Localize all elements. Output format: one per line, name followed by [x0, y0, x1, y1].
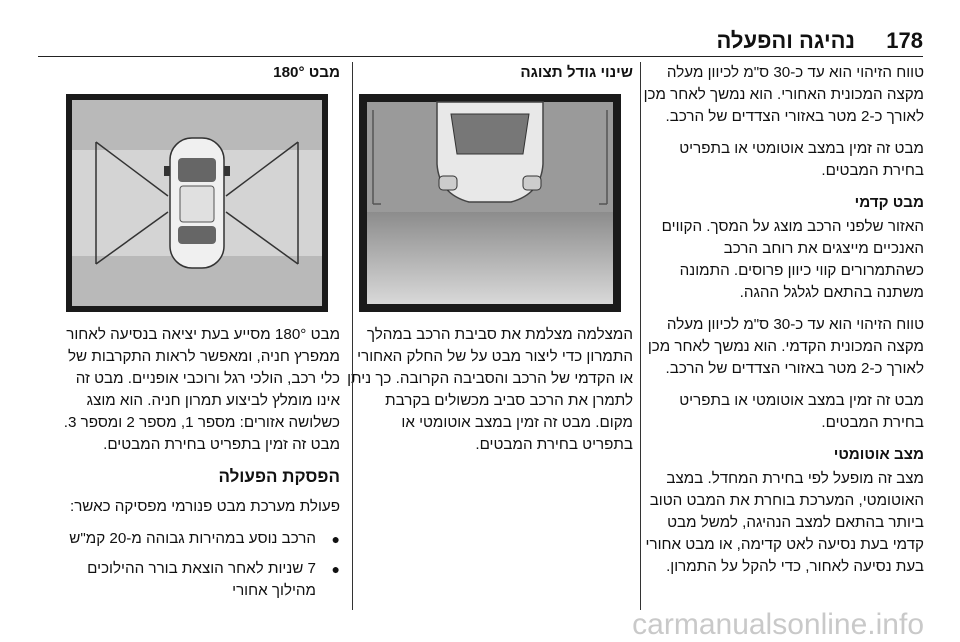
- page-number: 178: [886, 28, 923, 53]
- zoom-view-figure: [359, 94, 621, 312]
- zoom-view-heading: שינוי גודל תצוגה: [520, 64, 633, 81]
- deactivation-intro: פעולת מערכת מבט פנורמי מפסיקה כאשר:: [69, 498, 340, 515]
- section-title: נהיגה והפעלה: [716, 28, 855, 53]
- column-divider-right: [640, 62, 641, 610]
- middle-column: [347, 62, 633, 466]
- watermark: carmanualsonline.info: [632, 608, 924, 641]
- front-view-paragraph: האזור שלפני הרכב מוצג על המסך. הקווים האנכיים מייצגים את רוחב הרכב כשהתמרורים קווי כיוון פרוסים. התמונה משתנה בהתאם לגלגל ההגה.: [661, 218, 924, 301]
- page-header: [0, 0, 960, 58]
- header-rule: [38, 56, 923, 57]
- front-view-paragraph-2: טווח הזיהוי הוא עד כ-30 ס"מ לכיוון מעלה מקצה המכונית הקדמי. הוא נמשך לאחר מכן לאורך כ-2 מטר באזורי הצדדים של הרכב.: [647, 316, 924, 377]
- right-column: [642, 62, 924, 588]
- list-item: ● הרכב נוסע במהירות גבוהה מ-20 קמ"ש: [54, 528, 340, 550]
- view-180-figure: [66, 94, 328, 312]
- left-column: [54, 62, 340, 610]
- list-item: ● 7 שניות לאחר הוצאת בורר ההילוכים מהילוך אחורי: [54, 558, 340, 602]
- front-view-paragraph-3: מבט זה זמין במצב אוטומטי או בתפריט בחירת המבטים.: [679, 392, 924, 431]
- view-180-paragraph: מבט 180° מסייע בעת יציאה בנסיעה לאחור ממפרץ חניה, ומאפשר לראות התקרבות של כלי רכב, הולכי רגל ורוכבי אופניים. מבט זה אינו מומלץ לביצוע תמרון חניה. הוא מוצג כשלושה אזורים: מספר 1, מספר 2 ומספר 3. מבט זה זמין בתפריט בחירת המבטים.: [63, 326, 340, 453]
- column-divider-left: [352, 62, 353, 610]
- intro-paragraph-2: מבט זה זמין במצב אוטומטי או בתפריט בחירת המבטים.: [679, 140, 924, 179]
- deactivation-heading: הפסקת הפעולה: [218, 467, 340, 486]
- front-view-heading: מבט קדמי: [854, 194, 924, 211]
- intro-paragraph: טווח הזיהוי הוא עד כ-30 ס"מ לכיוון מעלה מקצה המכונית האחורי. הוא נמשך לאחר מכן לאורך כ-2 מטר באזורי הצדדים של הרכב.: [643, 64, 924, 125]
- deactivation-list: [54, 528, 340, 602]
- auto-mode-heading: מצב אוטומטי: [833, 446, 924, 463]
- auto-mode-paragraph: מצב זה מופעל לפי בחירת המחדל. במצב האוטומטי, המערכת בוחרת את המבט הטוב ביותר בהתאם למצב הנהיגה, למשל מבט קדמי בעת נסיעה לאט קדימה, או מבט אחורי בעת נסיעה לאחור, כדי להקל על התמרון.: [645, 470, 924, 575]
- view-180-heading: מבט 180°: [273, 64, 340, 81]
- zoom-view-paragraph: המצלמה מצלמת את סביבת הרכב במהלך התמרון כדי ליצור מבט על של החלק האחורי או הקדמי של הרכב והסביבה הקרובה. כך ניתן לתמרן את הרכב סביב מכשולים בקרבת מקום. מבט זה זמין במצב אוטומטי או בתפריט בחירת המבטים.: [347, 326, 633, 453]
